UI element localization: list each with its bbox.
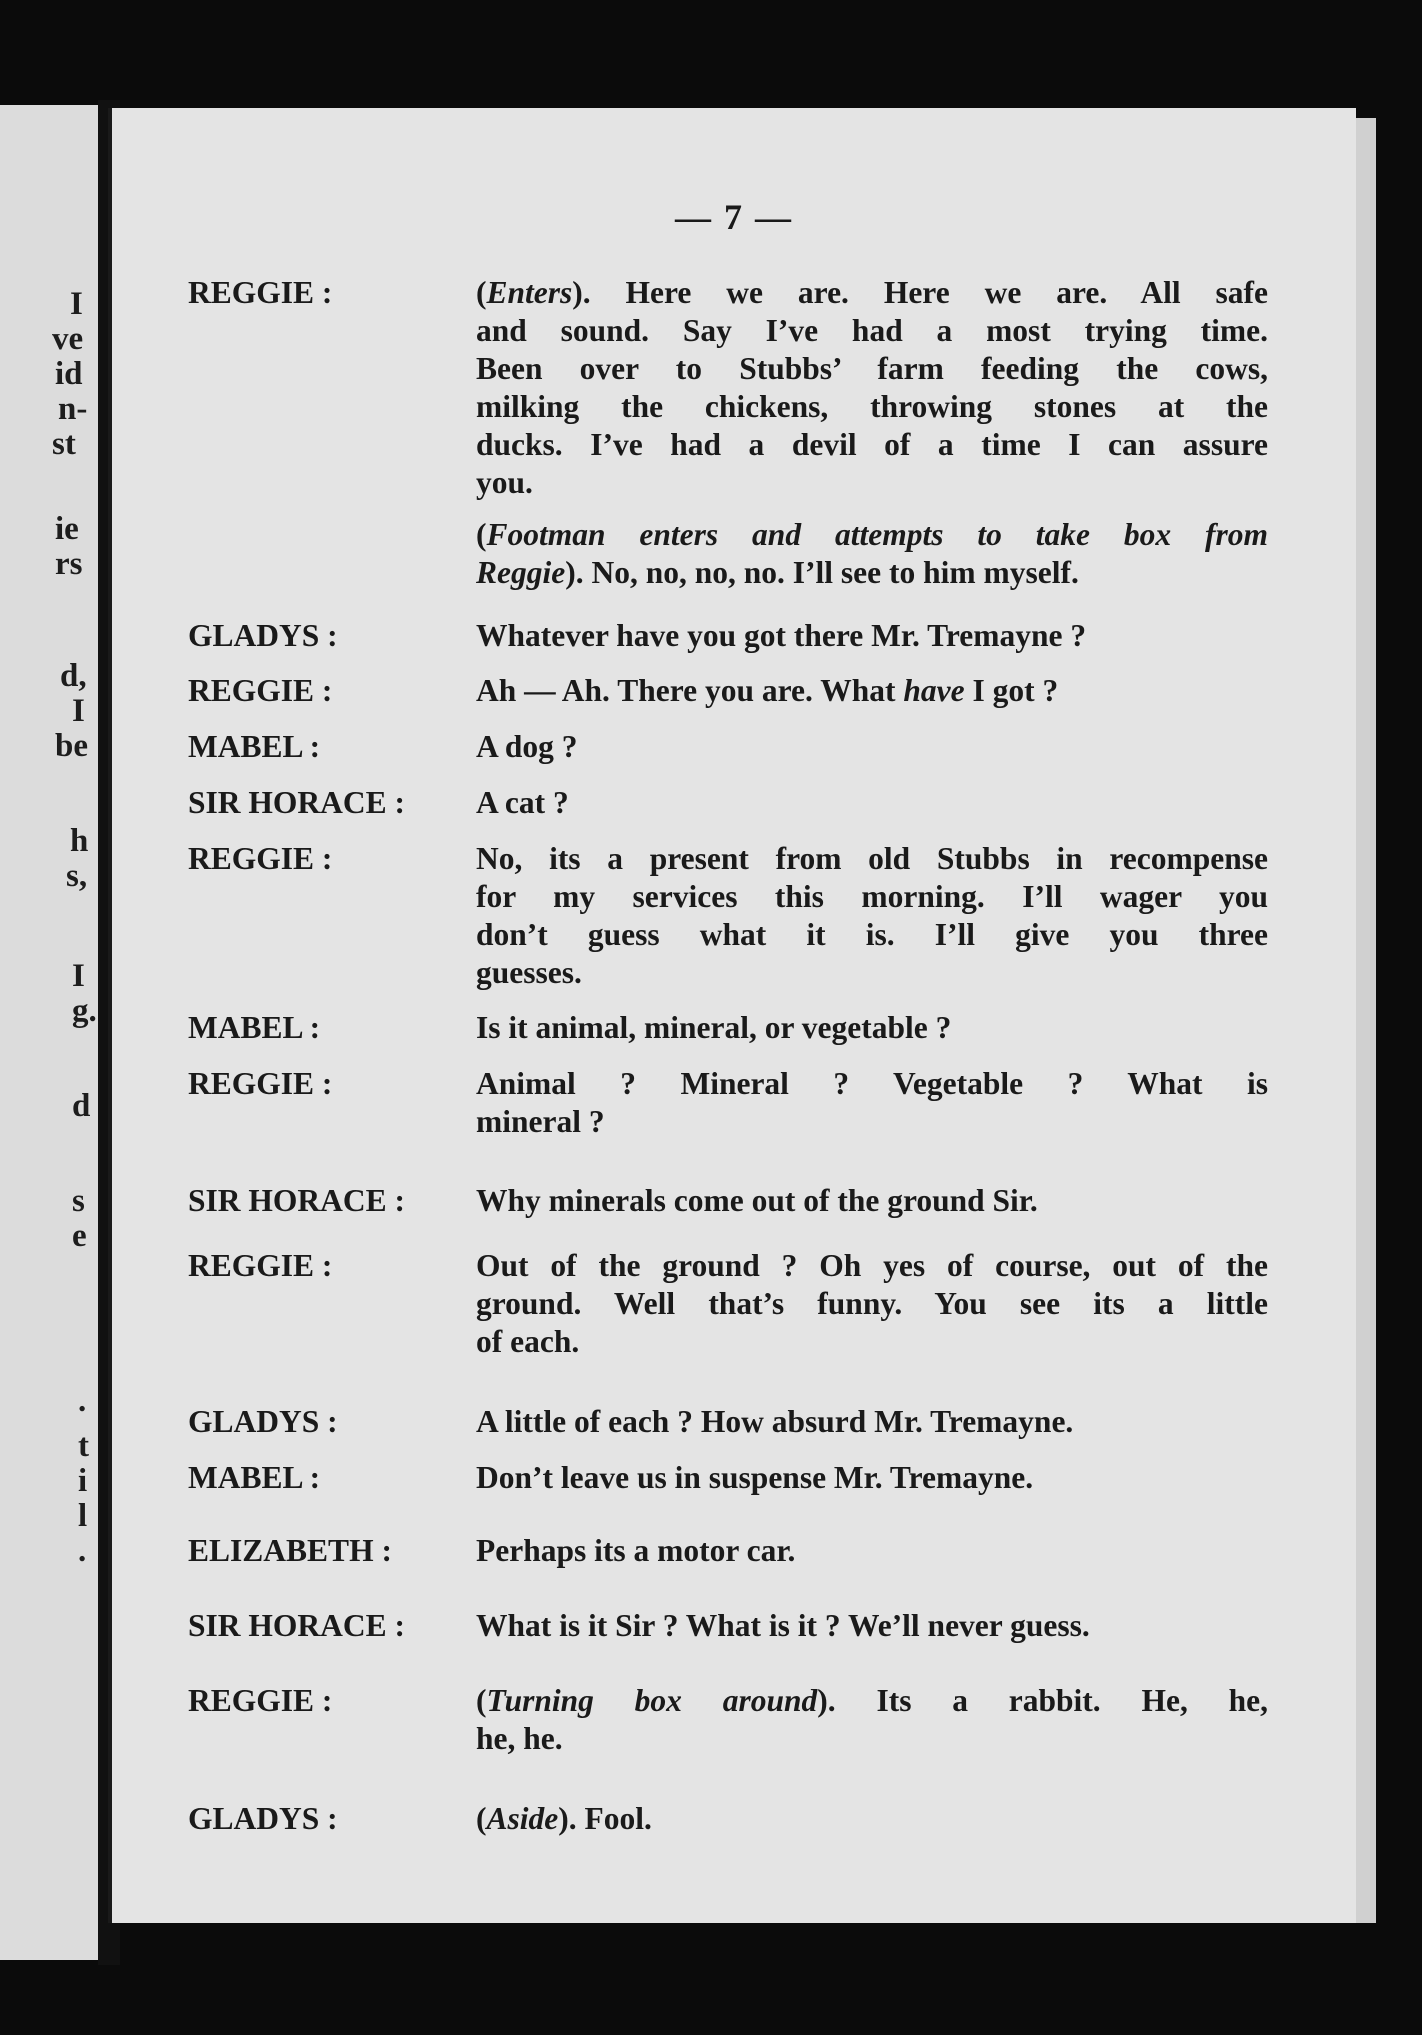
speaker-name: REGGIE : bbox=[188, 841, 333, 876]
speaker-name: REGGIE : bbox=[188, 673, 333, 708]
speech-line: Out of the ground ? Oh yes of course, out of the bbox=[476, 1248, 1268, 1283]
left-page-fragment: s, bbox=[66, 858, 88, 894]
left-page-fragment: h bbox=[70, 823, 89, 859]
speech-line: Whatever have you got there Mr. Tremayne ? bbox=[476, 618, 1087, 653]
speech-line: don’t guess what it is. I’ll give you three bbox=[476, 917, 1268, 952]
speech-line: (Enters). Here we are. Here we are. All safe bbox=[476, 275, 1268, 310]
left-page-fragment: e bbox=[72, 1218, 87, 1254]
left-page-fragment: g. bbox=[72, 993, 97, 1029]
speaker-name: REGGIE : bbox=[188, 1248, 333, 1283]
left-page-fragment: d bbox=[72, 1088, 91, 1124]
script-page bbox=[108, 108, 1356, 1923]
speech-line: Been over to Stubbs’ farm feeding the cows, bbox=[476, 351, 1268, 386]
speaker-name: ELIZABETH : bbox=[188, 1533, 392, 1568]
left-page-fragment: . bbox=[78, 1383, 87, 1419]
left-page-fragment: ie bbox=[55, 511, 79, 547]
speaker-name: REGGIE : bbox=[188, 275, 333, 310]
speech-line: and sound. Say I’ve had a most trying time. bbox=[476, 313, 1268, 348]
speech-line: milking the chickens, throwing stones at the bbox=[476, 389, 1268, 424]
speaker-name: SIR HORACE : bbox=[188, 1608, 406, 1643]
left-page-fragment: st bbox=[52, 426, 76, 462]
speaker-name: GLADYS : bbox=[188, 618, 338, 653]
speaker-name: MABEL : bbox=[188, 729, 321, 764]
speech-line: ground. Well that’s funny. You see its a little bbox=[476, 1286, 1268, 1321]
left-page-fragment: l bbox=[78, 1498, 88, 1534]
speech-line: for my services this morning. I’ll wager you bbox=[476, 879, 1268, 914]
speech-line: Is it animal, mineral, or vegetable ? bbox=[476, 1010, 952, 1045]
left-page-fragment: t bbox=[78, 1428, 89, 1464]
speaker-name: GLADYS : bbox=[188, 1404, 338, 1439]
speech-line: Why minerals come out of the ground Sir. bbox=[476, 1183, 1038, 1218]
speaker-name: GLADYS : bbox=[188, 1801, 338, 1836]
left-page-fragment: i bbox=[78, 1463, 88, 1499]
speaker-name: REGGIE : bbox=[188, 1066, 333, 1101]
speaker-name: MABEL : bbox=[188, 1460, 321, 1495]
speech-line: you. bbox=[476, 465, 533, 500]
left-page-fragment: be bbox=[55, 728, 88, 764]
speech-line: Ah — Ah. There you are. What have I got ? bbox=[476, 673, 1059, 708]
left-page-fragment: s bbox=[72, 1183, 85, 1219]
speech-line: A dog ? bbox=[476, 729, 578, 764]
speech-line: A little of each ? How absurd Mr. Tremayne. bbox=[476, 1404, 1074, 1439]
speech-line: A cat ? bbox=[476, 785, 569, 820]
left-page-fragment: d, bbox=[60, 658, 87, 694]
speech-line: What is it Sir ? What is it ? We’ll never guess. bbox=[476, 1608, 1090, 1643]
left-page-fragment: I bbox=[72, 958, 85, 994]
speech-line: he, he. bbox=[476, 1721, 563, 1756]
speaker-name: SIR HORACE : bbox=[188, 1183, 406, 1218]
speech-line: (Turning box around). Its a rabbit. He, he, bbox=[476, 1683, 1268, 1718]
left-page-fragment: I bbox=[72, 693, 85, 729]
speech-line: (Aside). Fool. bbox=[476, 1801, 652, 1836]
speech-line: Perhaps its a motor car. bbox=[476, 1533, 796, 1568]
speech-line: No, its a present from old Stubbs in recompense bbox=[476, 841, 1268, 876]
speech-line: Reggie). No, no, no, no. I’ll see to him myself. bbox=[476, 555, 1079, 590]
left-page-fragment: n- bbox=[58, 391, 88, 427]
speech-line: Don’t leave us in suspense Mr. Tremayne. bbox=[476, 1460, 1034, 1495]
previous-page-edge bbox=[0, 105, 98, 1960]
speech-line: of each. bbox=[476, 1324, 580, 1359]
speech-line: mineral ? bbox=[476, 1104, 605, 1139]
speech-line: guesses. bbox=[476, 955, 582, 990]
speech-line: (Footman enters and attempts to take box from bbox=[476, 517, 1268, 552]
left-page-fragment: ve bbox=[52, 321, 84, 357]
speaker-name: SIR HORACE : bbox=[188, 785, 406, 820]
left-page-fragment: I bbox=[70, 286, 83, 322]
speaker-name: REGGIE : bbox=[188, 1683, 333, 1718]
left-page-fragment: id bbox=[55, 356, 83, 392]
speaker-name: MABEL : bbox=[188, 1010, 321, 1045]
left-page-fragment: rs bbox=[55, 546, 83, 582]
page-number: — 7 — bbox=[675, 197, 793, 237]
speech-line: Animal ? Mineral ? Vegetable ? What is bbox=[476, 1066, 1268, 1101]
speech-line: ducks. I’ve had a devil of a time I can assure bbox=[476, 427, 1268, 462]
left-page-fragment: . bbox=[78, 1533, 87, 1569]
